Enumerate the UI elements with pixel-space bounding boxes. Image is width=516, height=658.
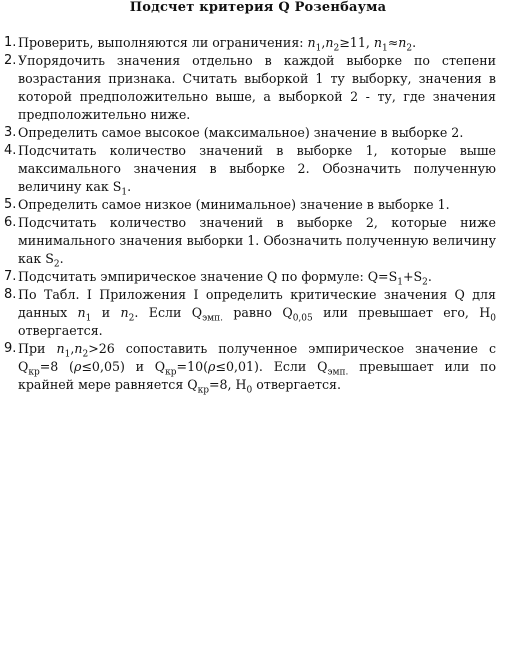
text-run: , (70, 341, 75, 356)
subscript: 0 (490, 313, 496, 324)
step-item (4, 214, 496, 268)
italic-symbol: n (398, 35, 407, 50)
step-number: 6. (4, 215, 17, 230)
step-item (4, 340, 496, 394)
step-text (18, 287, 496, 338)
text-run: ≈ (387, 35, 399, 50)
subscript: 1 (121, 187, 128, 198)
text-run: ≤0,01). Если Q (215, 359, 328, 374)
text-run: . (412, 35, 417, 50)
text-run: равно Q (223, 305, 293, 320)
step-text (18, 197, 450, 212)
italic-symbol: n (74, 341, 83, 356)
step-number: 2. (4, 53, 17, 68)
step-number: 1. (4, 35, 17, 50)
subscript: 1 (315, 43, 322, 54)
step-number: 9. (4, 341, 17, 356)
step-item (4, 196, 496, 214)
subscript: кр (28, 367, 40, 378)
step-item (4, 34, 496, 52)
text-run: отвергается. (252, 377, 341, 392)
steps-list (4, 34, 496, 394)
text-run: или превышает его, H (312, 305, 491, 320)
subscript: 1 (397, 277, 403, 288)
subscript: кр (197, 385, 209, 396)
italic-symbol: n (56, 341, 65, 356)
text-run: . (427, 269, 432, 284)
text-run: , (321, 35, 326, 50)
italic-symbol: ρ (73, 359, 82, 374)
subscript: 1 (381, 43, 388, 54)
step-item (4, 142, 496, 196)
subscript: 2 (422, 277, 428, 288)
step-text (18, 143, 496, 198)
step-item (4, 268, 496, 286)
subscript: 2 (406, 43, 413, 54)
text-run: Подсчитать количество значений в выборке 2, которые ниже минимального значения выборки 1. Обозначить полученную величину как S (18, 215, 496, 266)
step-number: 3. (4, 125, 17, 140)
text-run: =8, H (208, 377, 247, 392)
step-number: 7. (4, 269, 17, 284)
text-run: Подсчитать количество значений в выборке 1, которые выше максимального значения в выборке 2. Обозначить полученную величину как S (18, 143, 496, 194)
subscript: эмп. (327, 367, 349, 378)
step-text (18, 215, 496, 270)
text-run: +S (402, 269, 423, 284)
step-text (18, 35, 417, 54)
italic-symbol: n (373, 35, 382, 50)
text-run: При (18, 341, 57, 356)
text-run: превышает или по крайней мере равняется Q (18, 359, 497, 392)
step-number: 5. (4, 197, 17, 212)
text-run: ≥11, (339, 35, 374, 50)
subscript: эмп. (202, 313, 223, 324)
italic-symbol: n (77, 305, 86, 320)
text-run: . (59, 251, 64, 266)
subscript: 2 (82, 349, 89, 360)
subscript: 2 (128, 313, 135, 324)
step-item (4, 52, 496, 124)
text-run: . Если Q (134, 305, 203, 320)
subscript: 2 (53, 259, 60, 270)
subscript: 1 (64, 349, 71, 360)
text-run: ≤0,05) и Q (81, 359, 166, 374)
step-text (18, 125, 463, 140)
text-run: >26 сопоставить полученное эмпирическое значение с Q (18, 341, 496, 374)
step-item (4, 286, 496, 340)
text-run: Проверить, выполняются ли ограничения: (18, 35, 308, 50)
step-text (18, 53, 496, 122)
step-text (18, 269, 432, 288)
text-run: Определить самое высокое (максимальное) значение в выборке 2. (18, 125, 464, 140)
step-number: 4. (4, 143, 17, 158)
step-text (18, 341, 497, 396)
subscript: 0 (246, 385, 253, 396)
italic-symbol: n (120, 305, 129, 320)
text-run: =10( (176, 359, 209, 374)
text-run: и (91, 305, 121, 320)
text-run: Подсчитать эмпирическое значение Q по формуле: Q=S (18, 269, 398, 284)
italic-symbol: n (307, 35, 316, 50)
text-run: Определить самое низкое (минимальное) значение в выборке 1. (18, 197, 450, 212)
italic-symbol: n (325, 35, 334, 50)
text-run: отвергается. (18, 323, 103, 338)
step-number: 8. (4, 287, 17, 302)
text-run: Упорядочить значения отдельно в каждой выборке по степени возрастания признака. Считать выборкой 1 ту выборку, значения в которой предположительно выше, а выборкой 2 - ту, где значения предположительно ниже. (18, 53, 496, 122)
text-run: =8 ( (39, 359, 74, 374)
subscript: 0,05 (292, 313, 313, 324)
step-item (4, 124, 496, 142)
document-title: Подсчет критерия Q Розенбаума (129, 0, 387, 15)
subscript: 2 (333, 43, 340, 54)
text-run: . (127, 179, 132, 194)
text-run: По Табл. I Приложения I определить критические значения Q для данных (18, 287, 496, 320)
subscript: 1 (85, 313, 92, 324)
italic-symbol: ρ (208, 359, 216, 374)
subscript: кр (165, 367, 177, 378)
